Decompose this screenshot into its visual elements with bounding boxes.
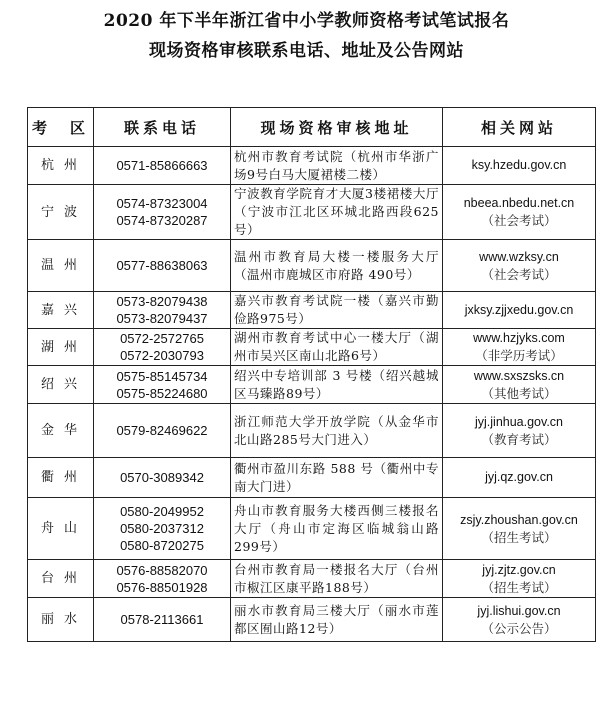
phone-number: 0580-8720275 xyxy=(120,538,204,553)
cell-address: 杭州市教育考试院（杭州市华浙广场9号白马大厦裙楼二楼） xyxy=(231,147,443,185)
cell-phone xyxy=(94,560,231,598)
table-row xyxy=(28,458,596,498)
cell-site xyxy=(443,404,596,458)
site-note: （非学历考试） xyxy=(475,348,563,363)
cell-phone xyxy=(94,366,231,404)
table-body xyxy=(28,147,596,642)
cell-area: 绍兴 xyxy=(28,366,94,404)
cell-area: 丽水 xyxy=(28,598,94,642)
phone-number: 0574-87320287 xyxy=(116,213,208,228)
table-row xyxy=(28,185,596,240)
site-url[interactable]: zsjy.zhoushan.gov.cn xyxy=(460,512,578,527)
cell-area: 温州 xyxy=(28,240,94,292)
cell-phone xyxy=(94,458,231,498)
cell-site xyxy=(443,366,596,404)
phone-number: 0577-88638063 xyxy=(116,258,208,273)
phone-number: 0576-88582070 xyxy=(116,562,208,578)
site-url[interactable]: jyj.jinhua.gov.cn xyxy=(474,414,563,429)
table-row xyxy=(28,240,596,292)
cell-address: 湖州市教育考试中心一楼大厅（湖州市吴兴区南山北路6号） xyxy=(231,329,443,366)
cell-site xyxy=(443,458,596,498)
cell-site xyxy=(443,498,596,560)
phone-number: 0576-88501928 xyxy=(116,579,208,595)
table-row xyxy=(28,147,596,185)
cell-address: 台州市教育局一楼报名大厅（台州市椒江区康平路188号） xyxy=(231,560,443,598)
cell-address: 衢州市盈川东路 588 号（衢州中专南大门进） xyxy=(231,458,443,498)
site-url[interactable]: jxksy.zjjxedu.gov.cn xyxy=(464,302,574,317)
table-row xyxy=(28,498,596,560)
site-note: （其他考试） xyxy=(481,385,557,401)
site-note: （招生考试） xyxy=(481,529,557,545)
site-url[interactable]: jyj.lishui.gov.cn xyxy=(477,603,561,618)
cell-area: 衢州 xyxy=(28,458,94,498)
header-area: 考 区 xyxy=(28,108,94,147)
phone-number: 0572-2572765 xyxy=(120,331,204,346)
table-row xyxy=(28,329,596,366)
cell-area: 金华 xyxy=(28,404,94,458)
phone-number: 0575-85224680 xyxy=(116,385,208,401)
table-row xyxy=(28,366,596,404)
site-url[interactable]: ksy.hzedu.gov.cn xyxy=(471,158,567,172)
phone-number: 0579-82469622 xyxy=(116,423,208,438)
header-site: 相关网站 xyxy=(443,108,596,147)
table-row xyxy=(28,560,596,598)
cell-site xyxy=(443,240,596,292)
page-title-line2: 现场资格审核联系电话、地址及公告网站 xyxy=(149,41,464,61)
cell-address: 丽水市教育局三楼大厅（丽水市莲都区囿山路12号） xyxy=(231,598,443,642)
phone-number: 0578-2113661 xyxy=(120,612,204,627)
phone-number: 0570-3089342 xyxy=(120,470,204,485)
phone-number: 0572-2030793 xyxy=(120,348,204,363)
contact-table xyxy=(27,107,596,642)
site-note: （教育考试） xyxy=(481,431,557,447)
cell-phone xyxy=(94,598,231,642)
site-url[interactable]: jyj.qz.gov.cn xyxy=(485,470,553,484)
table-row xyxy=(28,404,596,458)
phone-number: 0574-87323004 xyxy=(116,196,208,211)
cell-area: 湖州 xyxy=(28,329,94,366)
cell-area: 宁波 xyxy=(28,185,94,240)
cell-phone xyxy=(94,404,231,458)
site-url[interactable]: www.hzjyks.com xyxy=(473,331,565,345)
phone-number: 0573-82079437 xyxy=(116,311,208,326)
cell-site xyxy=(443,329,596,366)
phone-number: 0580-2049952 xyxy=(120,504,204,519)
cell-area: 舟山 xyxy=(28,498,94,560)
cell-area: 杭州 xyxy=(28,147,94,185)
cell-phone xyxy=(94,147,231,185)
cell-address: 宁波教育学院育才大厦3楼裙楼大厅（宁波市江北区环城北路西段625号） xyxy=(231,185,443,240)
site-note: （社会考试） xyxy=(481,266,557,282)
table-header-row xyxy=(28,108,596,147)
cell-phone xyxy=(94,292,231,329)
table-row xyxy=(28,292,596,329)
cell-address: 温州市教育局大楼一楼服务大厅（温州市鹿城区市府路 490号） xyxy=(231,240,443,292)
cell-site xyxy=(443,598,596,642)
cell-area: 台州 xyxy=(28,560,94,598)
phone-number: 0571-85866663 xyxy=(116,158,208,173)
table-row xyxy=(28,598,596,642)
header-address: 现场资格审核地址 xyxy=(231,108,443,147)
cell-phone xyxy=(94,185,231,240)
phone-number: 0580-2037312 xyxy=(120,521,204,536)
site-url[interactable]: www.wzksy.cn xyxy=(479,249,559,264)
cell-site xyxy=(443,147,596,185)
page-title-line1: 2020 年下半年浙江省中小学教师资格考试笔试报名 xyxy=(103,11,510,31)
cell-address: 舟山市教育服务大楼西侧三楼报名大厅（舟山市定海区临城翁山路299号） xyxy=(231,498,443,560)
site-note: （社会考试） xyxy=(481,213,557,228)
phone-number: 0575-85145734 xyxy=(116,368,208,384)
cell-area: 嘉兴 xyxy=(28,292,94,329)
site-note: （招生考试） xyxy=(481,579,557,595)
cell-phone xyxy=(94,498,231,560)
cell-site xyxy=(443,185,596,240)
cell-address: 浙江师范大学开放学院（从金华市北山路285号大门进入） xyxy=(231,404,443,458)
site-url[interactable]: www.sxszsks.cn xyxy=(473,368,565,383)
cell-site xyxy=(443,292,596,329)
phone-number: 0573-82079438 xyxy=(116,294,208,309)
cell-site xyxy=(443,560,596,598)
header-phone: 联系电话 xyxy=(94,108,231,147)
cell-phone xyxy=(94,240,231,292)
site-url[interactable]: nbeea.nbedu.net.cn xyxy=(463,196,575,210)
cell-address: 绍兴中专培训部 3 号楼（绍兴越城区马臻路89号） xyxy=(231,366,443,404)
site-url[interactable]: jyj.zjtz.gov.cn xyxy=(482,562,556,577)
cell-address: 嘉兴市教育考试院一楼（嘉兴市勤俭路975号） xyxy=(231,292,443,329)
site-note: （公示公告） xyxy=(481,620,557,636)
cell-phone xyxy=(94,329,231,366)
